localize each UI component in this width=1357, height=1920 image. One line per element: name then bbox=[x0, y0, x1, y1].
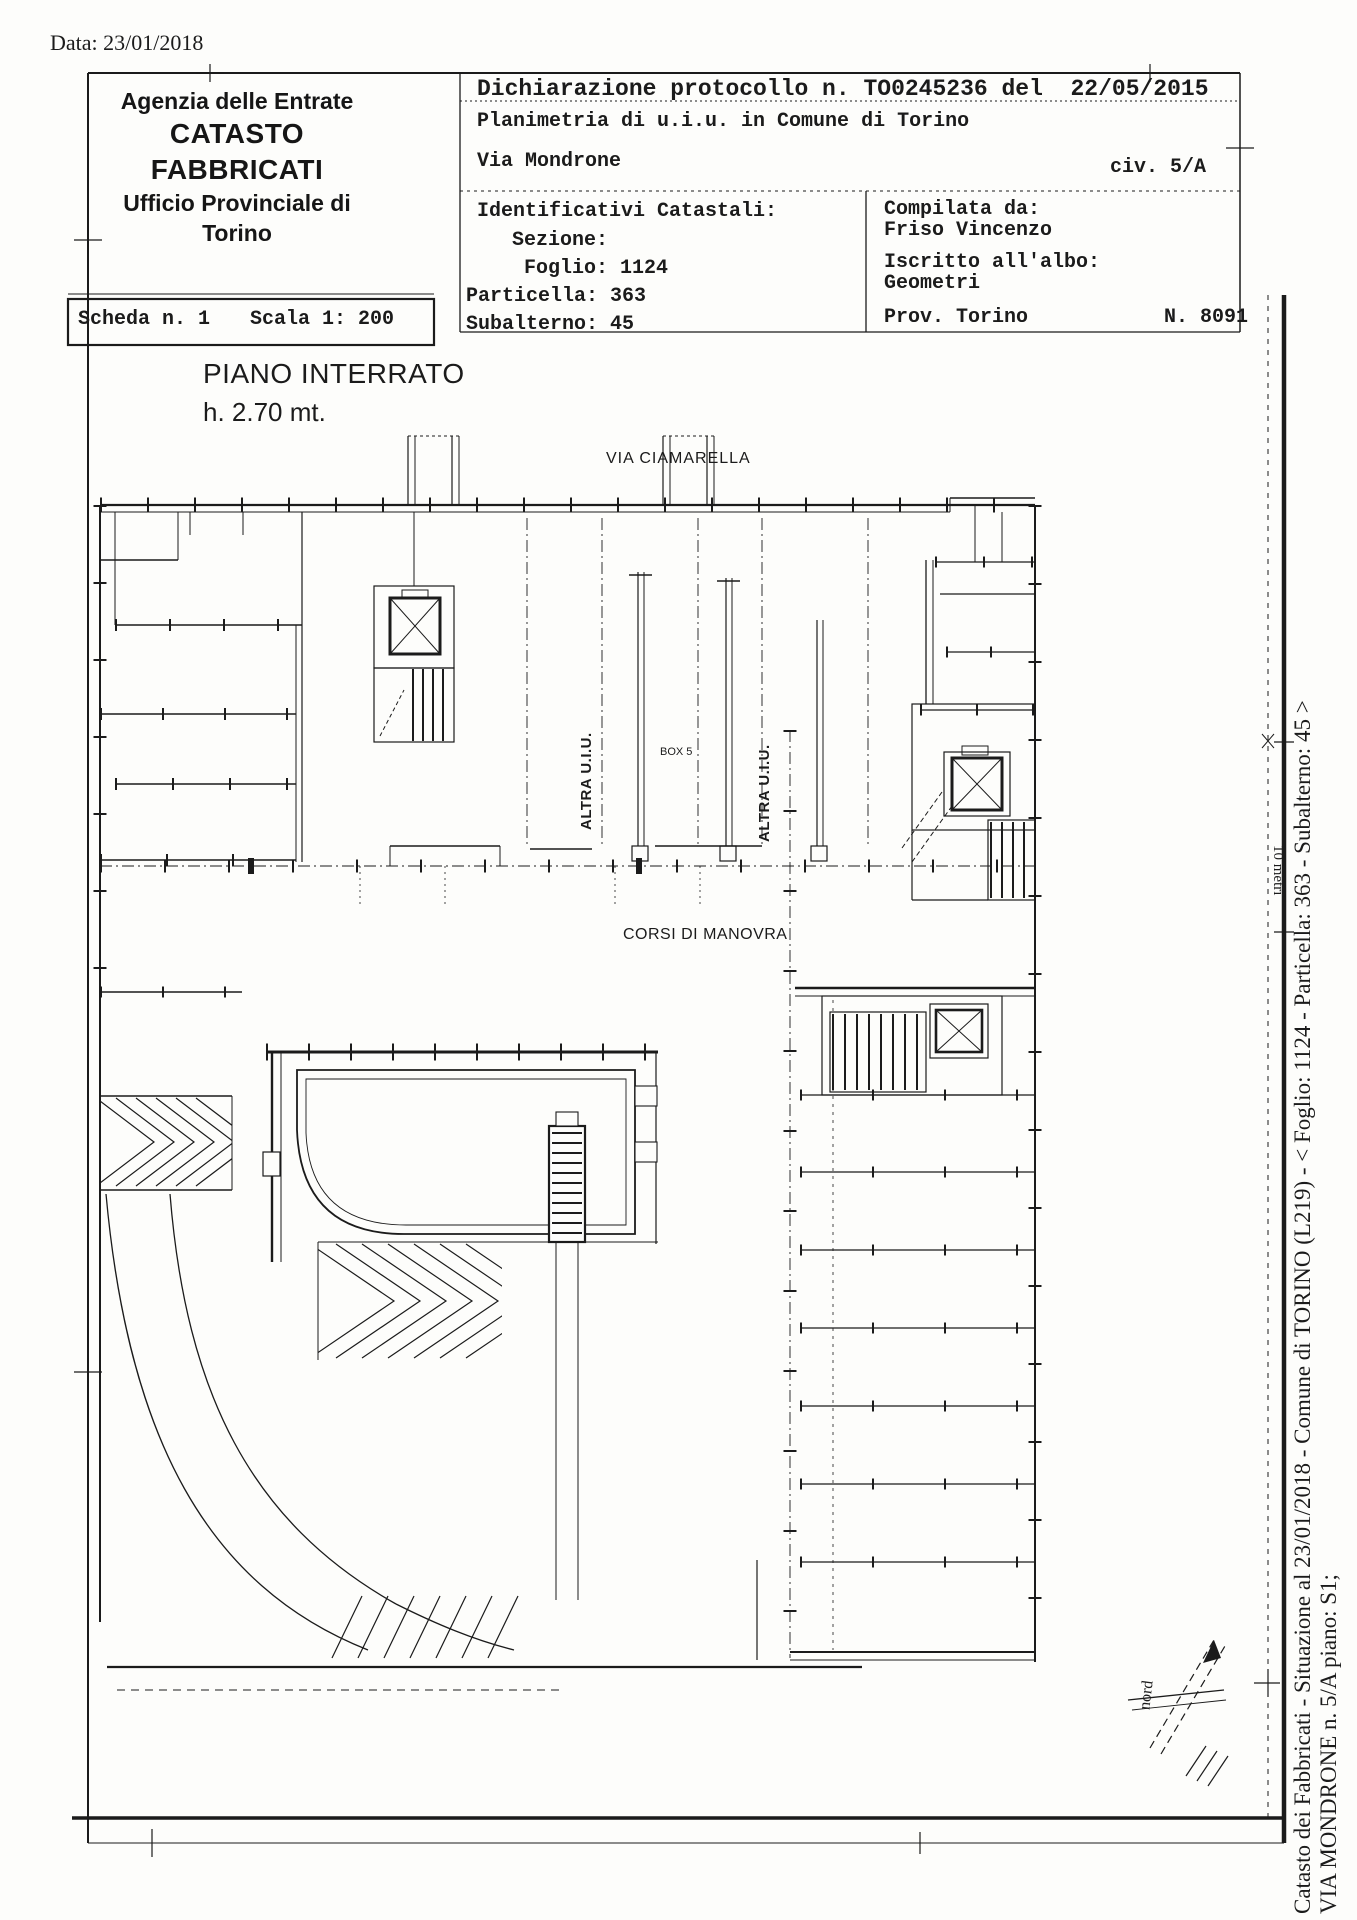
floor-title: PIANO INTERRATO bbox=[203, 358, 465, 389]
sidebar-caption-line-2: VIA MONDRONE n. 5/A piano: S1; bbox=[1316, 1574, 1341, 1914]
sezione-label: Sezione: bbox=[512, 229, 609, 252]
subalterno-row bbox=[466, 313, 634, 336]
ramp-chevrons-2 bbox=[310, 1242, 550, 1360]
agency-line-3: Ufficio Provinciale di bbox=[123, 190, 351, 216]
particella-label: Particella: bbox=[466, 285, 599, 308]
sidebar-caption-line-1: Catasto dei Fabbricati - Situazione al 23/01/2018 - Comune di TORINO (L219) - < Foglio: 1124 - Particella: 363 - Subalterno: 45 > bbox=[1290, 700, 1315, 1914]
civic-number: civ. 5/A bbox=[1110, 156, 1207, 179]
scheda-number: Scheda n. 1 bbox=[78, 308, 211, 331]
particella-row bbox=[466, 285, 646, 308]
planimetria-line: Planimetria di u.i.u. in Comune di Torino bbox=[477, 110, 970, 133]
elevator-3-icon bbox=[822, 996, 1002, 1095]
identifiers-title: Identificativi Catastali: bbox=[477, 200, 778, 223]
box-strip-walls bbox=[629, 572, 827, 861]
subalterno-label: Subalterno: bbox=[466, 313, 599, 336]
protocol-line: Dichiarazione protocollo n. TO0245236 del 22/05/2015 bbox=[477, 76, 1209, 102]
ramp-diagonals bbox=[332, 1596, 518, 1658]
ramp-chevrons-1 bbox=[96, 1096, 254, 1190]
entrance-shafts bbox=[408, 436, 714, 505]
staircase-3-icon bbox=[830, 1012, 926, 1092]
box-unit-label: BOX 5 bbox=[660, 746, 693, 758]
altra-uiu-label-2: ALTRA U.I.U. bbox=[756, 744, 773, 842]
upper-right-garages bbox=[920, 505, 1035, 710]
compiler-label: Compilata da: bbox=[884, 198, 1041, 221]
altra-uiu-label-1: ALTRA U.I.U. bbox=[578, 732, 595, 830]
scale-value: Scala 1: 200 bbox=[250, 308, 395, 331]
floor-height: h. 2.70 mt. bbox=[203, 397, 326, 427]
compiler-name: Friso Vincenzo bbox=[884, 219, 1053, 242]
agency-line-1: Agenzia delle Entrate bbox=[120, 88, 354, 114]
elevator-1-icon bbox=[374, 512, 454, 668]
particella-value: 363 bbox=[610, 285, 647, 308]
foglio-row bbox=[524, 257, 668, 280]
street-line: Via Mondrone bbox=[477, 150, 622, 173]
elevator-2-icon bbox=[912, 704, 1035, 830]
north-label: nord bbox=[1136, 1679, 1157, 1711]
scalebar-label: 10 metri bbox=[1270, 845, 1286, 896]
staircase-1-icon bbox=[374, 668, 454, 742]
albo-value: Geometri bbox=[884, 272, 981, 295]
mid-column-line bbox=[100, 846, 1035, 992]
ramp-curves bbox=[106, 1194, 514, 1650]
agency-title-block bbox=[98, 86, 376, 248]
compiler-reg-number: N. 8091 bbox=[1164, 306, 1249, 329]
agency-line-2: CATASTO FABBRICATI bbox=[150, 118, 324, 185]
agency-line-4: Torino bbox=[202, 220, 272, 246]
albo-label: Iscritto all'albo: bbox=[884, 251, 1101, 274]
plan-topleft-rooms bbox=[100, 512, 302, 862]
foglio-label: Foglio: bbox=[524, 257, 609, 280]
foglio-value: 1124 bbox=[620, 257, 669, 280]
compiler-province: Prov. Torino bbox=[884, 306, 1029, 329]
corsi-di-manovra-label: CORSI DI MANOVRA bbox=[623, 926, 788, 943]
subalterno-value: 45 bbox=[610, 313, 635, 336]
registration-marks bbox=[74, 64, 1280, 1857]
street-label-top: VIA CIAMARELLA bbox=[606, 450, 751, 467]
document-date: Data: 23/01/2018 bbox=[50, 30, 204, 55]
plan-bottom-walls bbox=[107, 1560, 862, 1690]
